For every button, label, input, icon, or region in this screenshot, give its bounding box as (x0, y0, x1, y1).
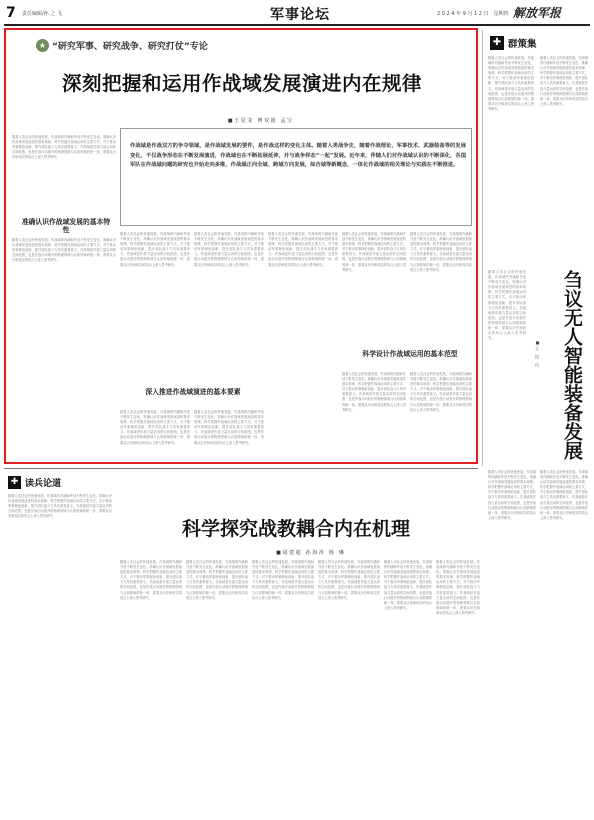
cross-icon: ✚ (8, 476, 21, 489)
lower-left-text-1: 随着人类社会的快速发展，作战域的内涵和外延不断发生变化。准确认识作战域发展演进的基本规律，科学把握作战域运用的主要方式，对于推动军事理论创新、提升部队战斗力具有重要意义。作战域是作战力量运用的空间范围，也是作战行动展开的物理领域与认知领域的统一体，需要从历史和现实的结合上深入思考研究。 (8, 494, 112, 519)
star-icon: ★ (36, 39, 49, 52)
sidebar-text-col-1: 随着人类社会的快速发展，作战域的内涵和外延不断发生变化。准确认识作战域发展演进的基本规律，科学把握作战域运用的主要方式，对于推动军事理论创新、提升部队战斗力具有重要意义。作战域是作战力量运用的空间范围，也是作战行动展开的物理领域与认知领域的统一体，需要从历史和现实的结合上深入思考研究。 (488, 56, 534, 111)
lower-text-col-2: 随着人类社会的快速发展，作战域的内涵和外延不断发生变化。准确认识作战域发展演进的基本规律，科学把握作战域运用的主要方式，对于推动军事理论创新、提升部队战斗力具有重要意义。作战域是作战力量运用的空间范围，也是作战行动展开的物理领域与认知领域的统一体，需要从历史和现实的结合上深入思考研究。 (186, 560, 248, 600)
newspaper-logo: 解放军报 (513, 6, 562, 20)
subhead-3: 科学设计作战域运用的基本范型 (362, 350, 458, 358)
lower-feature-byline: ■ 胡 建 超 孙 海 涛 杨 琳 (276, 550, 344, 556)
header-rule (4, 24, 590, 26)
lower-left-column-name: 读兵论道 (25, 479, 62, 489)
body-text-col-6: 随着人类社会的快速发展，作战域的内涵和外延不断发生变化。准确认识作战域发展演进的基本规律，科学把握作战域运用的主要方式，对于推动军事理论创新、提升部队战斗力具有重要意义。作战域是作战力量运用的空间范围，也是作战行动展开的物理领域与认知领域的统一体，需要从历史和现实的结合上深入思考研究。 (410, 232, 472, 272)
abstract-text: 作战域是作战双方的争夺领域，是作战域发展的要件，是作战这样的变化主体。随着人类战争史，随着作战理论，军事技术、武器装备等的发展变化，不仅战争形态在不断发展演进，作战域也在不断拓展延伸，并与战争样态“一起”发展。近年来，伴随人们对作战域认识的不断深化，各国军队在作战域问题的研究也开始走向多维，作战域正向全域、跨域方向发展，综合域等新概念，一体化作战域的相关理论与实践在不断推进。 (130, 143, 466, 169)
lower-feature-title: 科学探究战教耦合内在机理 (181, 518, 410, 540)
issue-date: 2 0 2 4 年 9 月 1 2 日 星期四 (437, 11, 509, 17)
sidebar-column-name: 群策集 (508, 39, 537, 50)
body-text-col-2b: 随着人类社会的快速发展，作战域的内涵和外延不断发生变化。准确认识作战域发展演进的基本规律，科学把握作战域运用的主要方式，对于推动军事理论创新、提升部队战斗力具有重要意义。作战域是作战力量运用的空间范围，也是作战行动展开的物理领域与认知领域的统一体，需要从历史和现实的结合上深入思考研究。 (120, 410, 190, 445)
body-text-col-4: 随着人类社会的快速发展，作战域的内涵和外延不断发生变化。准确认识作战域发展演进的基本规律，科学把握作战域运用的主要方式，对于推动军事理论创新、提升部队战斗力具有重要意义。作战域是作战力量运用的空间范围，也是作战行动展开的物理领域与认知领域的统一体，需要从历史和现实的结合上深入思考研究。 (268, 232, 338, 267)
feature-title: 深刻把握和运用作战域发展演进内在规律 (61, 72, 422, 95)
body-text-col-3: 随着人类社会的快速发展，作战域的内涵和外延不断发生变化。准确认识作战域发展演进的基本规律，科学把握作战域运用的主要方式，对于推动军事理论创新、提升部队战斗力具有重要意义。作战域是作战力量运用的空间范围，也是作战行动展开的物理领域与认知领域的统一体，需要从历史和现实的结合上深入思考研究。 (194, 232, 264, 267)
sidebar-text-col-3: 随着人类社会的快速发展，作战域的内涵和外延不断发生变化。准确认识作战域发展演进的基本规律，科学把握作战域运用的主要方式，对于推动军事理论创新、提升部队战斗力具有重要意义。作战域是作战力量运用的空间范围，也是作战行动展开的物理领域与认知领域的统一体，需要从历史和现实的结合上深入思考研究。 (488, 270, 526, 341)
body-text-col-5: 随着人类社会的快速发展，作战域的内涵和外延不断发生变化。准确认识作战域发展演进的基本规律，科学把握作战域运用的主要方式，对于推动军事理论创新、提升部队战斗力具有重要意义。作战域是作战力量运用的空间范围，也是作战行动展开的物理领域与认知领域的统一体，需要从历史和现实的结合上深入思考研究。 (342, 232, 406, 272)
body-text-left-intro: 随着人类社会的快速发展，作战域的内涵和外延不断发生变化。准确认识作战域发展演进的基本规律，科学把握作战域运用的主要方式，对于推动军事理论创新、提升部队战斗力具有重要意义。作战域是作战力量运用的空间范围，也是作战行动展开的物理领域与认知领域的统一体，需要从历史和现实的结合上深入思考研究。 (12, 135, 116, 160)
cross-icon: ✚ (490, 36, 504, 50)
subhead-1: 准确认识作战域发展的基本特性 (21, 218, 111, 234)
editor-credit: 责任编辑/孙 之 飞 (22, 11, 62, 17)
lower-text-col-3: 随着人类社会的快速发展，作战域的内涵和外延不断发生变化。准确认识作战域发展演进的基本规律，科学把握作战域运用的主要方式，对于推动军事理论创新、提升部队战斗力具有重要意义。作战域是作战力量运用的空间范围，也是作战行动展开的物理领域与认知领域的统一体，需要从历史和现实的结合上深入思考研究。 (252, 560, 314, 600)
lower-text-col-4: 随着人类社会的快速发展，作战域的内涵和外延不断发生变化。准确认识作战域发展演进的基本规律，科学把握作战域运用的主要方式，对于推动军事理论创新、提升部队战斗力具有重要意义。作战域是作战力量运用的空间范围，也是作战行动展开的物理领域与认知领域的统一体，需要从历史和现实的结合上深入思考研究。 (318, 560, 380, 600)
section-title: 军事论坛 (270, 7, 330, 23)
body-text-col-3b: 随着人类社会的快速发展，作战域的内涵和外延不断发生变化。准确认识作战域发展演进的基本规律，科学把握作战域运用的主要方式，对于推动军事理论创新、提升部队战斗力具有重要意义。作战域是作战力量运用的空间范围，也是作战行动展开的物理领域与认知领域的统一体，需要从历史和现实的结合上深入思考研究。 (194, 410, 264, 445)
series-label-badge (36, 38, 208, 52)
section-divider (4, 468, 478, 469)
lower-text-col-6: 随着人类社会的快速发展，作战域的内涵和外延不断发生变化。准确认识作战域发展演进的基本规律，科学把握作战域运用的主要方式，对于推动军事理论创新、提升部队战斗力具有重要意义。作战域是作战力量运用的空间范围，也是作战行动展开的物理领域与认知领域的统一体，需要从历史和现实的结合上深入思考研究。 (436, 560, 480, 615)
body-text-col-2: 随着人类社会的快速发展，作战域的内涵和外延不断发生变化。准确认识作战域发展演进的基本规律，科学把握作战域运用的主要方式，对于推动军事理论创新、提升部队战斗力具有重要意义。作战域是作战力量运用的空间范围，也是作战行动展开的物理领域与认知领域的统一体，需要从历史和现实的结合上深入思考研究。 (120, 232, 190, 267)
lower-text-col-1: 随着人类社会的快速发展，作战域的内涵和外延不断发生变化。准确认识作战域发展演进的基本规律，科学把握作战域运用的主要方式，对于推动军事理论创新、提升部队战斗力具有重要意义。作战域是作战力量运用的空间范围，也是作战行动展开的物理领域与认知领域的统一体，需要从历史和现实的结合上深入思考研究。 (120, 560, 182, 600)
series-label: “研究军事、研究战争、研究打仗”专论 (52, 41, 208, 52)
sidebar-text-lower-1: 随着人类社会的快速发展，作战域的内涵和外延不断发生变化。准确认识作战域发展演进的基本规律，科学把握作战域运用的主要方式，对于推动军事理论创新、提升部队战斗力具有重要意义。作战域是作战力量运用的空间范围，也是作战行动展开的物理领域与认知领域的统一体，需要从历史和现实的结合上深入思考研究。 (488, 470, 536, 520)
sidebar-column-header (490, 36, 537, 50)
sidebar-byline: ■ 王 昆 山 (535, 340, 540, 367)
sidebar-text-lower-2: 随着人类社会的快速发展，作战域的内涵和外延不断发生变化。准确认识作战域发展演进的基本规律，科学把握作战域运用的主要方式，对于推动军事理论创新、提升部队战斗力具有重要意义。作战域是作战力量运用的空间范围，也是作战行动展开的物理领域与认知领域的统一体，需要从历史和现实的结合上深入思考研究。 (540, 470, 588, 520)
subhead-2: 深入推进作战域演进的基本要素 (145, 388, 241, 396)
page-header (0, 0, 594, 26)
body-text-left-col: 随着人类社会的快速发展，作战域的内涵和外延不断发生变化。准确认识作战域发展演进的基本规律，科学把握作战域运用的主要方式，对于推动军事理论创新、提升部队战斗力具有重要意义。作战域是作战力量运用的空间范围，也是作战行动展开的物理领域与认知领域的统一体，需要从历史和现实的结合上深入思考研究。 (12, 238, 116, 263)
body-text-col-6b: 随着人类社会的快速发展，作战域的内涵和外延不断发生变化。准确认识作战域发展演进的基本规律，科学把握作战域运用的主要方式，对于推动军事理论创新、提升部队战斗力具有重要意义。作战域是作战力量运用的空间范围，也是作战行动展开的物理领域与认知领域的统一体，需要从历史和现实的结合上深入思考研究。 (410, 372, 472, 412)
page-number: 7 (6, 5, 16, 21)
sidebar-text-col-2: 随着人类社会的快速发展，作战域的内涵和外延不断发生变化。准确认识作战域发展演进的基本规律，科学把握作战域运用的主要方式，对于推动军事理论创新、提升部队战斗力具有重要意义。作战域是作战力量运用的空间范围，也是作战行动展开的物理领域与认知领域的统一体，需要从历史和现实的结合上深入思考研究。 (540, 56, 588, 106)
lower-text-col-5: 随着人类社会的快速发展，作战域的内涵和外延不断发生变化。准确认识作战域发展演进的基本规律，科学把握作战域运用的主要方式，对于推动军事理论创新、提升部队战斗力具有重要意义。作战域是作战力量运用的空间范围，也是作战行动展开的物理领域与认知领域的统一体，需要从历史和现实的结合上深入思考研究。 (384, 560, 432, 610)
body-text-col-5b: 随着人类社会的快速发展，作战域的内涵和外延不断发生变化。准确认识作战域发展演进的基本规律，科学把握作战域运用的主要方式，对于推动军事理论创新、提升部队战斗力具有重要意义。作战域是作战力量运用的空间范围，也是作战行动展开的物理领域与认知领域的统一体，需要从历史和现实的结合上深入思考研究。 (342, 372, 406, 412)
sidebar-divider (482, 30, 483, 466)
sidebar-title: 刍议无人智能装备发展 (561, 270, 583, 460)
feature-byline: ■ 王 显 龙 傅 双 圆 孟 宝 (227, 118, 293, 124)
lower-left-column-header (8, 476, 61, 489)
